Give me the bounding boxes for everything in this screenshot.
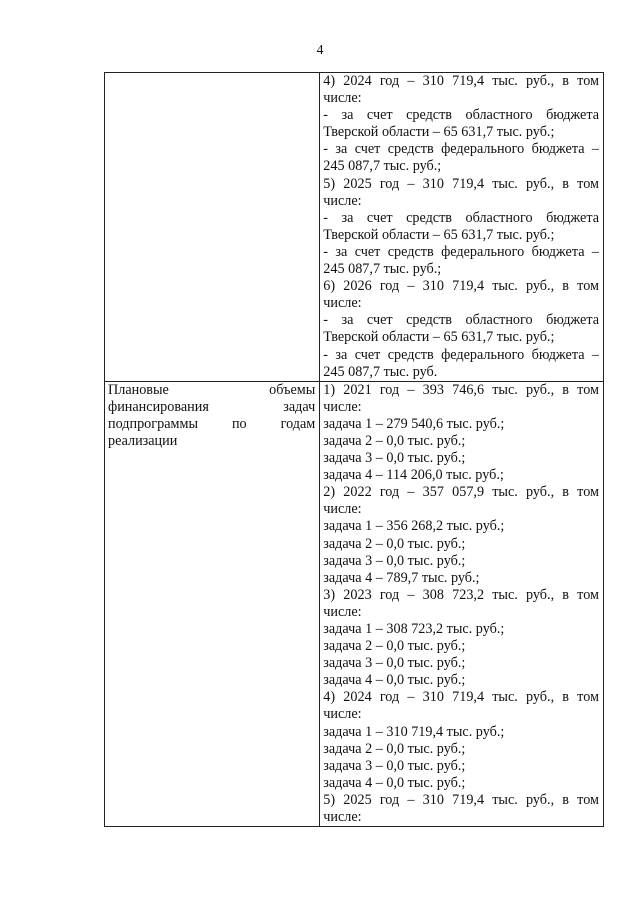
page-number: 4 (316, 43, 324, 58)
text-line: Плановые объемы (108, 381, 316, 398)
text-line: задача 2 – 0,0 тыс. руб.; (323, 432, 466, 449)
text-line: 245 087,7 тыс. руб.; (323, 158, 442, 175)
text-line: задача 1 – 310 719,4 тыс. руб.; (323, 723, 505, 740)
text-line: 1) 2021 год – 393 746,6 тыс. руб., в том (323, 381, 599, 398)
text-line: 245 087,7 тыс. руб.; (323, 261, 442, 278)
text-line: Тверской области – 65 631,7 тыс. руб.; (323, 124, 555, 141)
text-line: Тверской области – 65 631,7 тыс. руб.; (323, 226, 555, 243)
text-line: числе: (323, 603, 362, 620)
text-line: задача 4 – 789,7 тыс. руб.; (323, 569, 480, 586)
text-line: - за счет средств областного бюджета (323, 107, 599, 124)
text-line: задача 1 – 308 723,2 тыс. руб.; (323, 621, 505, 637)
row1-left-cell (105, 73, 320, 382)
text-line: 5) 2025 год – 310 719,4 тыс. руб., в том (323, 791, 599, 808)
text-line: числе: (323, 398, 362, 415)
text-line: Тверской области – 65 631,7 тыс. руб.; (323, 329, 555, 346)
text-line: задача 2 – 0,0 тыс. руб.; (323, 638, 466, 655)
text-line: задача 4 – 0,0 тыс. руб.; (323, 774, 466, 791)
text-line: задача 3 – 0,0 тыс. руб.; (323, 655, 466, 672)
text-line: подпрограммы по годам (108, 415, 316, 432)
text-line: задача 3 – 0,0 тыс. руб.; (323, 757, 466, 774)
row1-right-cell (320, 73, 604, 382)
text-line: числе: (323, 295, 362, 312)
text-line: числе: (323, 192, 362, 209)
text-line: задача 2 – 0,0 тыс. руб.; (323, 740, 466, 757)
text-line: числе: (323, 501, 362, 518)
text-line: числе: (323, 706, 362, 723)
text-line: - за счет средств областного бюджета (323, 312, 599, 329)
financing-table (104, 72, 604, 827)
text-line: 4) 2024 год – 310 719,4 тыс. руб., в том (323, 73, 599, 89)
text-line: задача 4 – 114 206,0 тыс. руб.; (323, 467, 504, 484)
text-line: - за счет средств федерального бюджета – (323, 243, 599, 260)
text-line: 4) 2024 год – 310 719,4 тыс. руб., в том (323, 689, 599, 706)
text-line: 2) 2022 год – 357 057,9 тыс. руб., в том (323, 484, 599, 501)
text-line: задача 3 – 0,0 тыс. руб.; (323, 552, 466, 569)
text-line: задача 1 – 279 540,6 тыс. руб.; (323, 415, 505, 432)
text-line: финансирования задач (108, 398, 316, 415)
text-line: задача 1 – 356 268,2 тыс. руб.; (323, 518, 505, 535)
text-line: задача 4 – 0,0 тыс. руб.; (323, 672, 466, 689)
text-line: - за счет средств федерального бюджета – (323, 346, 599, 363)
text-line: задача 3 – 0,0 тыс. руб.; (323, 450, 466, 467)
text-line: числе: (323, 809, 362, 826)
row2-left-cell (105, 381, 320, 826)
text-line: 6) 2026 год – 310 719,4 тыс. руб., в том (323, 278, 599, 295)
text-line: - за счет средств федерального бюджета – (323, 141, 599, 158)
table-row (105, 73, 604, 382)
text-line: числе: (323, 90, 362, 107)
text-line: задача 2 – 0,0 тыс. руб.; (323, 535, 466, 552)
text-line: 5) 2025 год – 310 719,4 тыс. руб., в том (323, 175, 599, 192)
text-line: 3) 2023 год – 308 723,2 тыс. руб., в том (323, 586, 599, 603)
table-row (105, 381, 604, 826)
text-line: 245 087,7 тыс. руб. (323, 363, 438, 380)
text-line: - за счет средств областного бюджета (323, 209, 599, 226)
text-line: реализации (108, 432, 178, 449)
row2-right-cell (320, 381, 604, 826)
